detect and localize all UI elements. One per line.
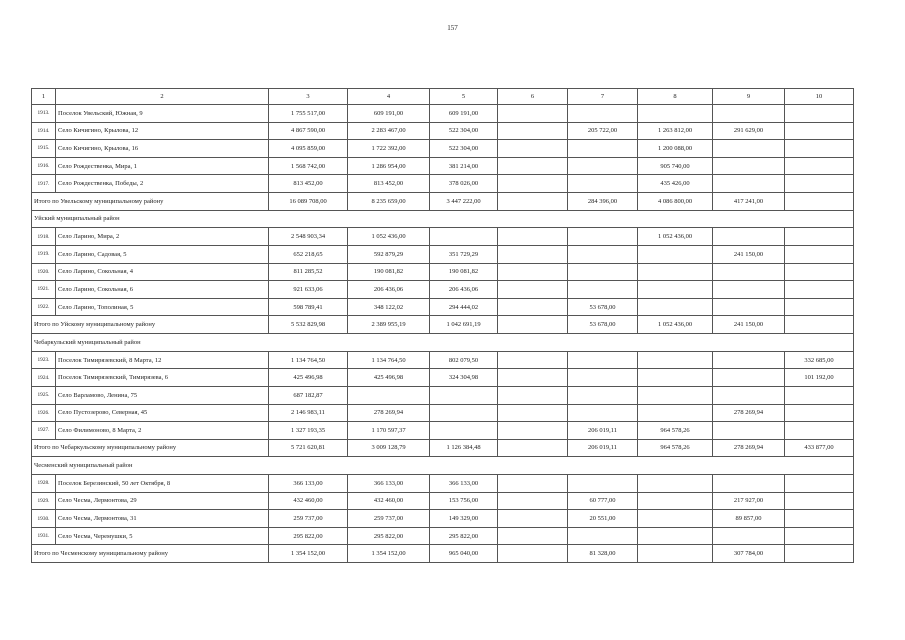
header-cell: 1 <box>32 89 56 105</box>
value-cell-c8 <box>638 404 713 422</box>
value-cell-c8 <box>638 245 713 263</box>
row-number: 1920. <box>32 263 56 281</box>
value-cell-c9 <box>713 105 785 123</box>
value-cell-c6 <box>498 439 568 457</box>
value-cell-c3: 432 460,00 <box>269 492 348 510</box>
value-cell-c3: 1 755 517,00 <box>269 105 348 123</box>
header-cell: 8 <box>638 89 713 105</box>
value-cell-c4: 3 009 128,79 <box>348 439 430 457</box>
value-cell-c7: 205 722,00 <box>568 122 638 140</box>
value-cell-c7 <box>568 404 638 422</box>
value-cell-c8: 964 578,26 <box>638 439 713 457</box>
section-title: Уйский муниципальный район <box>32 210 854 228</box>
table-row <box>32 527 854 545</box>
value-cell-c7: 81 328,00 <box>568 545 638 563</box>
value-cell-c6 <box>498 245 568 263</box>
value-cell-c5 <box>430 422 498 440</box>
page-number: 157 <box>447 24 458 32</box>
value-cell-c7: 53 678,00 <box>568 298 638 316</box>
row-number: 1927. <box>32 422 56 440</box>
value-cell-c9: 89 857,00 <box>713 510 785 528</box>
value-cell-c8 <box>638 351 713 369</box>
value-cell-c5: 1 126 384,48 <box>430 439 498 457</box>
value-cell-c8: 1 052 436,00 <box>638 228 713 246</box>
value-cell-c5: 609 191,00 <box>430 105 498 123</box>
value-cell-c9 <box>713 351 785 369</box>
value-cell-c5: 295 822,00 <box>430 527 498 545</box>
value-cell-c9: 278 269,94 <box>713 404 785 422</box>
value-cell-c3: 921 633,06 <box>269 281 348 299</box>
row-number: 1923. <box>32 351 56 369</box>
value-cell-c6 <box>498 281 568 299</box>
value-cell-c3: 366 133,00 <box>269 475 348 493</box>
table-row <box>32 298 854 316</box>
table-row <box>32 369 854 387</box>
value-cell-c3: 5 532 829,98 <box>269 316 348 334</box>
value-cell-c10 <box>785 510 854 528</box>
address-cell: Село Ларино, Мира, 2 <box>56 228 269 246</box>
table-row <box>32 122 854 140</box>
table-row <box>32 245 854 263</box>
value-cell-c8: 435 426,00 <box>638 175 713 193</box>
value-cell-c8: 1 263 812,00 <box>638 122 713 140</box>
value-cell-c4 <box>348 386 430 404</box>
address-cell: Село Ларино, Тополиная, 5 <box>56 298 269 316</box>
value-cell-c3: 2 548 903,34 <box>269 228 348 246</box>
value-cell-c4: 206 436,06 <box>348 281 430 299</box>
value-cell-c9: 291 629,00 <box>713 122 785 140</box>
header-cell: 7 <box>568 89 638 105</box>
value-cell-c5: 206 436,06 <box>430 281 498 299</box>
value-cell-c4: 278 269,94 <box>348 404 430 422</box>
value-cell-c3: 259 737,00 <box>269 510 348 528</box>
value-cell-c5: 366 133,00 <box>430 475 498 493</box>
value-cell-c5: 522 304,00 <box>430 122 498 140</box>
value-cell-c7 <box>568 263 638 281</box>
value-cell-c10 <box>785 245 854 263</box>
value-cell-c10 <box>785 157 854 175</box>
value-cell-c4: 190 081,82 <box>348 263 430 281</box>
header-cell: 3 <box>269 89 348 105</box>
value-cell-c7 <box>568 281 638 299</box>
value-cell-c6 <box>498 157 568 175</box>
value-cell-c8 <box>638 545 713 563</box>
value-cell-c8 <box>638 510 713 528</box>
value-cell-c5 <box>430 386 498 404</box>
header-cell: 9 <box>713 89 785 105</box>
value-cell-c10: 101 192,00 <box>785 369 854 387</box>
value-cell-c10 <box>785 422 854 440</box>
address-cell: Село Чесма, Черемушки, 5 <box>56 527 269 545</box>
value-cell-c6 <box>498 510 568 528</box>
value-cell-c10 <box>785 298 854 316</box>
address-cell: Село Кичигино, Крылова, 12 <box>56 122 269 140</box>
value-cell-c10 <box>785 404 854 422</box>
value-cell-c9 <box>713 263 785 281</box>
value-cell-c8: 964 578,26 <box>638 422 713 440</box>
value-cell-c4: 348 122,02 <box>348 298 430 316</box>
value-cell-c6 <box>498 475 568 493</box>
value-cell-c5: 378 026,00 <box>430 175 498 193</box>
value-cell-c9: 241 150,00 <box>713 245 785 263</box>
value-cell-c6 <box>498 228 568 246</box>
value-cell-c8 <box>638 492 713 510</box>
value-cell-c10 <box>785 122 854 140</box>
address-cell: Село Рождественка, Победы, 2 <box>56 175 269 193</box>
section-row <box>32 457 854 475</box>
value-cell-c5 <box>430 228 498 246</box>
row-number: 1930. <box>32 510 56 528</box>
total-row <box>32 439 854 457</box>
value-cell-c8 <box>638 281 713 299</box>
value-cell-c4: 1 286 954,00 <box>348 157 430 175</box>
value-cell-c3: 16 089 708,00 <box>269 192 348 210</box>
value-cell-c8 <box>638 475 713 493</box>
value-cell-c6 <box>498 545 568 563</box>
value-cell-c7 <box>568 475 638 493</box>
total-row <box>32 545 854 563</box>
table-row <box>32 351 854 369</box>
value-cell-c7 <box>568 245 638 263</box>
value-cell-c3: 295 822,00 <box>269 527 348 545</box>
value-cell-c9 <box>713 475 785 493</box>
address-cell: Село Ларино, Садовая, 5 <box>56 245 269 263</box>
table-body <box>32 89 854 563</box>
value-cell-c3: 1 134 764,50 <box>269 351 348 369</box>
row-number: 1922. <box>32 298 56 316</box>
value-cell-c4: 425 496,98 <box>348 369 430 387</box>
value-cell-c6 <box>498 351 568 369</box>
value-cell-c9: 278 269,94 <box>713 439 785 457</box>
section-row <box>32 333 854 351</box>
address-cell: Поселок Увельский, Южная, 9 <box>56 105 269 123</box>
value-cell-c5: 324 304,98 <box>430 369 498 387</box>
value-cell-c8 <box>638 263 713 281</box>
value-cell-c4: 592 879,29 <box>348 245 430 263</box>
value-cell-c8 <box>638 369 713 387</box>
address-cell: Поселок Тимирязевский, 8 Марта, 12 <box>56 351 269 369</box>
table-row <box>32 175 854 193</box>
address-cell: Село Пустозерово, Северная, 45 <box>56 404 269 422</box>
row-number: 1916. <box>32 157 56 175</box>
value-cell-c9: 417 241,00 <box>713 192 785 210</box>
value-cell-c7: 60 777,00 <box>568 492 638 510</box>
value-cell-c10 <box>785 527 854 545</box>
row-number: 1913. <box>32 105 56 123</box>
value-cell-c7 <box>568 105 638 123</box>
value-cell-c4: 2 283 467,00 <box>348 122 430 140</box>
value-cell-c4: 1 134 764,50 <box>348 351 430 369</box>
value-cell-c9: 217 927,00 <box>713 492 785 510</box>
header-cell: 10 <box>785 89 854 105</box>
value-cell-c7 <box>568 386 638 404</box>
value-cell-c6 <box>498 263 568 281</box>
value-cell-c6 <box>498 316 568 334</box>
address-cell: Село Чесма, Лермонтова, 29 <box>56 492 269 510</box>
header-cell: 6 <box>498 89 568 105</box>
value-cell-c10 <box>785 316 854 334</box>
total-label: Итого по Уйскому муниципальному району <box>32 316 269 334</box>
table-row <box>32 475 854 493</box>
address-cell: Село Рождественка, Мира, 1 <box>56 157 269 175</box>
value-cell-c10 <box>785 228 854 246</box>
header-row <box>32 89 854 105</box>
value-cell-c7 <box>568 527 638 545</box>
value-cell-c10 <box>785 386 854 404</box>
value-cell-c6 <box>498 422 568 440</box>
value-cell-c5: 802 079,50 <box>430 351 498 369</box>
table-row <box>32 404 854 422</box>
value-cell-c9 <box>713 422 785 440</box>
value-cell-c3: 2 146 983,11 <box>269 404 348 422</box>
value-cell-c4: 813 452,00 <box>348 175 430 193</box>
value-cell-c7 <box>568 157 638 175</box>
table-row <box>32 386 854 404</box>
value-cell-c3: 5 721 620,81 <box>269 439 348 457</box>
value-cell-c5: 149 329,00 <box>430 510 498 528</box>
section-title: Чесменский муниципальный район <box>32 457 854 475</box>
address-cell: Село Ларино, Сокольная, 4 <box>56 263 269 281</box>
address-cell: Село Варламово, Ленина, 75 <box>56 386 269 404</box>
value-cell-c4: 295 822,00 <box>348 527 430 545</box>
total-label: Итого по Чесменскому муниципальному району <box>32 545 269 563</box>
value-cell-c7: 20 551,00 <box>568 510 638 528</box>
row-number: 1914. <box>32 122 56 140</box>
row-number: 1915. <box>32 140 56 158</box>
value-cell-c5: 3 447 222,00 <box>430 192 498 210</box>
value-cell-c10 <box>785 192 854 210</box>
value-cell-c4: 1 354 152,00 <box>348 545 430 563</box>
value-cell-c3: 813 452,00 <box>269 175 348 193</box>
value-cell-c5: 294 444,02 <box>430 298 498 316</box>
value-cell-c6 <box>498 298 568 316</box>
value-cell-c9 <box>713 157 785 175</box>
value-cell-c6 <box>498 386 568 404</box>
value-cell-c8: 4 086 800,00 <box>638 192 713 210</box>
value-cell-c7: 284 396,00 <box>568 192 638 210</box>
value-cell-c3: 1 327 193,35 <box>269 422 348 440</box>
value-cell-c4: 1 170 597,37 <box>348 422 430 440</box>
row-number: 1929. <box>32 492 56 510</box>
value-cell-c6 <box>498 140 568 158</box>
address-cell: Село Ларино, Сокольная, 6 <box>56 281 269 299</box>
value-cell-c6 <box>498 527 568 545</box>
value-cell-c9 <box>713 140 785 158</box>
value-cell-c5: 190 081,82 <box>430 263 498 281</box>
value-cell-c6 <box>498 122 568 140</box>
value-cell-c7: 206 019,11 <box>568 422 638 440</box>
row-number: 1931. <box>32 527 56 545</box>
value-cell-c10 <box>785 492 854 510</box>
section-row <box>32 210 854 228</box>
address-cell: Поселок Тимирязевский, Тимирязева, 6 <box>56 369 269 387</box>
value-cell-c8 <box>638 386 713 404</box>
row-number: 1919. <box>32 245 56 263</box>
value-cell-c9 <box>713 527 785 545</box>
value-cell-c7 <box>568 228 638 246</box>
row-number: 1917. <box>32 175 56 193</box>
total-row <box>32 192 854 210</box>
value-cell-c3: 1 568 742,00 <box>269 157 348 175</box>
header-cell: 4 <box>348 89 430 105</box>
value-cell-c10 <box>785 545 854 563</box>
value-cell-c6 <box>498 404 568 422</box>
value-cell-c5: 965 040,00 <box>430 545 498 563</box>
value-cell-c9 <box>713 298 785 316</box>
table-row <box>32 492 854 510</box>
value-cell-c10 <box>785 175 854 193</box>
value-cell-c3: 4 867 590,00 <box>269 122 348 140</box>
value-cell-c5: 351 729,29 <box>430 245 498 263</box>
section-title: Чебаркульский муниципальный район <box>32 333 854 351</box>
value-cell-c3: 598 789,41 <box>269 298 348 316</box>
value-cell-c4: 366 133,00 <box>348 475 430 493</box>
value-cell-c8 <box>638 298 713 316</box>
table-row <box>32 281 854 299</box>
value-cell-c6 <box>498 105 568 123</box>
table-row <box>32 263 854 281</box>
value-cell-c7: 53 678,00 <box>568 316 638 334</box>
address-cell: Село Филимоново, 8 Марта, 2 <box>56 422 269 440</box>
table-row <box>32 422 854 440</box>
row-number: 1924. <box>32 369 56 387</box>
value-cell-c8: 1 200 088,00 <box>638 140 713 158</box>
table-row <box>32 140 854 158</box>
value-cell-c7 <box>568 140 638 158</box>
value-cell-c6 <box>498 369 568 387</box>
table-row <box>32 157 854 175</box>
value-cell-c9: 241 150,00 <box>713 316 785 334</box>
value-cell-c10 <box>785 263 854 281</box>
value-cell-c3: 687 182,87 <box>269 386 348 404</box>
table-row <box>32 510 854 528</box>
value-cell-c3: 811 285,52 <box>269 263 348 281</box>
row-number: 1925. <box>32 386 56 404</box>
row-number: 1918. <box>32 228 56 246</box>
budget-table <box>31 88 854 563</box>
value-cell-c10 <box>785 281 854 299</box>
value-cell-c9 <box>713 386 785 404</box>
value-cell-c8 <box>638 527 713 545</box>
value-cell-c10 <box>785 140 854 158</box>
row-number: 1926. <box>32 404 56 422</box>
value-cell-c5: 381 214,00 <box>430 157 498 175</box>
value-cell-c9: 307 784,00 <box>713 545 785 563</box>
value-cell-c3: 4 095 859,00 <box>269 140 348 158</box>
value-cell-c4: 8 235 659,00 <box>348 192 430 210</box>
value-cell-c4: 2 389 955,19 <box>348 316 430 334</box>
value-cell-c9 <box>713 175 785 193</box>
value-cell-c7 <box>568 175 638 193</box>
value-cell-c9 <box>713 228 785 246</box>
total-label: Итого по Увельскому муниципальному району <box>32 192 269 210</box>
value-cell-c5: 522 304,00 <box>430 140 498 158</box>
value-cell-c5: 1 042 691,19 <box>430 316 498 334</box>
total-row <box>32 316 854 334</box>
value-cell-c4: 1 722 392,00 <box>348 140 430 158</box>
value-cell-c8: 905 740,00 <box>638 157 713 175</box>
header-cell: 5 <box>430 89 498 105</box>
value-cell-c6 <box>498 175 568 193</box>
address-cell: Село Чесма, Лермонтова, 31 <box>56 510 269 528</box>
value-cell-c5: 153 756,00 <box>430 492 498 510</box>
value-cell-c9 <box>713 369 785 387</box>
total-label: Итого по Чебаркульскому муниципальному району <box>32 439 269 457</box>
value-cell-c6 <box>498 492 568 510</box>
address-cell: Село Кичигино, Крылова, 16 <box>56 140 269 158</box>
header-cell: 2 <box>56 89 269 105</box>
value-cell-c4: 1 052 436,00 <box>348 228 430 246</box>
value-cell-c4: 609 191,00 <box>348 105 430 123</box>
value-cell-c10 <box>785 105 854 123</box>
table-row <box>32 228 854 246</box>
value-cell-c10: 433 877,00 <box>785 439 854 457</box>
value-cell-c3: 425 496,98 <box>269 369 348 387</box>
value-cell-c3: 1 354 152,00 <box>269 545 348 563</box>
value-cell-c6 <box>498 192 568 210</box>
value-cell-c10: 332 685,00 <box>785 351 854 369</box>
row-number: 1928. <box>32 475 56 493</box>
value-cell-c4: 259 737,00 <box>348 510 430 528</box>
value-cell-c8: 1 052 436,00 <box>638 316 713 334</box>
value-cell-c10 <box>785 475 854 493</box>
row-number: 1921. <box>32 281 56 299</box>
value-cell-c9 <box>713 281 785 299</box>
value-cell-c8 <box>638 105 713 123</box>
value-cell-c7 <box>568 369 638 387</box>
address-cell: Поселок Березинский, 50 лет Октября, 8 <box>56 475 269 493</box>
value-cell-c5 <box>430 404 498 422</box>
table-row <box>32 105 854 123</box>
value-cell-c4: 432 460,00 <box>348 492 430 510</box>
value-cell-c7: 206 019,11 <box>568 439 638 457</box>
value-cell-c7 <box>568 351 638 369</box>
value-cell-c3: 652 218,65 <box>269 245 348 263</box>
